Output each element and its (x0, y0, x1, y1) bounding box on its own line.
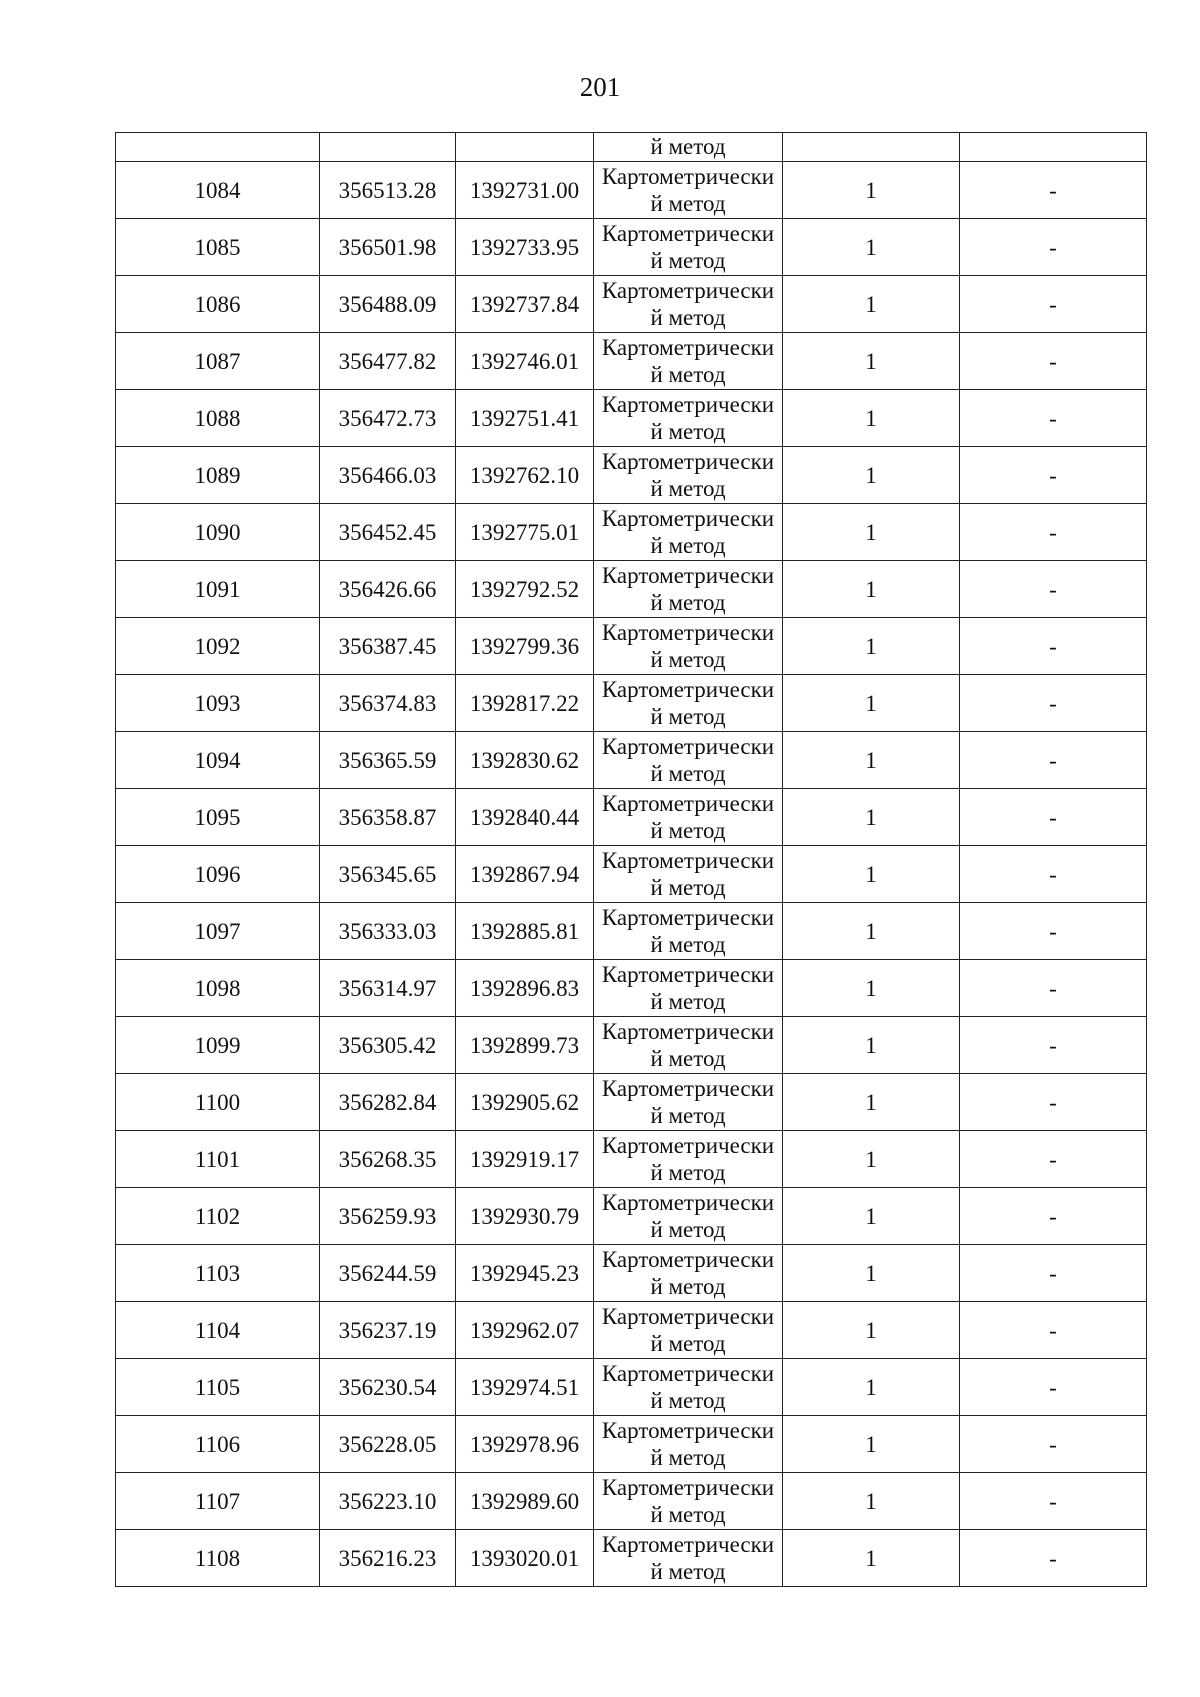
cell-x: 356282.84 (320, 1074, 456, 1131)
cell-note: - (960, 219, 1147, 276)
table-row (116, 390, 1147, 447)
cell-point: 1099 (116, 1017, 320, 1074)
cell-accuracy: 1 (783, 732, 960, 789)
cell-y: 1392919.17 (456, 1131, 594, 1188)
cell-note: - (960, 390, 1147, 447)
cell-note: - (960, 276, 1147, 333)
table-row (116, 732, 1147, 789)
cell-x: 356237.19 (320, 1302, 456, 1359)
cell-point: 1103 (116, 1245, 320, 1302)
cell-method-continued: й метод (594, 133, 783, 162)
cell-accuracy: 1 (783, 162, 960, 219)
cell-note: - (960, 1131, 1147, 1188)
table-row (116, 162, 1147, 219)
cell-method (594, 276, 783, 333)
cell-note: - (960, 333, 1147, 390)
cell-accuracy: 1 (783, 789, 960, 846)
cell-note: - (960, 903, 1147, 960)
cell-x: 356333.03 (320, 903, 456, 960)
cell-accuracy: 1 (783, 1017, 960, 1074)
cell-y: 1392885.81 (456, 903, 594, 960)
cell-accuracy: 1 (783, 504, 960, 561)
method-line-1: Картометрически (601, 164, 775, 189)
cell-note: - (960, 1359, 1147, 1416)
cell-method (594, 1131, 783, 1188)
cell-method (594, 1473, 783, 1530)
method-line-2: й метод (650, 476, 726, 501)
table-row (116, 1188, 1147, 1245)
cell-accuracy: 1 (783, 390, 960, 447)
cell-note: - (960, 1530, 1147, 1587)
cell-method (594, 1359, 783, 1416)
cell-note: - (960, 675, 1147, 732)
method-line-2: й метод (650, 647, 726, 672)
cell-point: 1102 (116, 1188, 320, 1245)
cell-point: 1105 (116, 1359, 320, 1416)
method-line-1: Картометрически (601, 1532, 775, 1557)
method-line-2: й метод (650, 1559, 726, 1584)
cell-accuracy: 1 (783, 1530, 960, 1587)
cell-method (594, 1188, 783, 1245)
cell-y: 1392945.23 (456, 1245, 594, 1302)
cell-point: 1095 (116, 789, 320, 846)
cell-point: 1106 (116, 1416, 320, 1473)
table-row (116, 504, 1147, 561)
cell-x: 356230.54 (320, 1359, 456, 1416)
cell-accuracy: 1 (783, 447, 960, 504)
method-line-2: й метод (650, 818, 726, 843)
cell-note: - (960, 618, 1147, 675)
cell-y: 1392905.62 (456, 1074, 594, 1131)
cell-accuracy-empty (783, 133, 960, 162)
cell-accuracy: 1 (783, 1074, 960, 1131)
cell-x: 356426.66 (320, 561, 456, 618)
cell-note: - (960, 960, 1147, 1017)
cell-y: 1392775.01 (456, 504, 594, 561)
table-row (116, 447, 1147, 504)
cell-x: 356314.97 (320, 960, 456, 1017)
table-row (116, 618, 1147, 675)
cell-y: 1392733.95 (456, 219, 594, 276)
method-line-2: й метод (650, 932, 726, 957)
cell-method (594, 903, 783, 960)
cell-x: 356259.93 (320, 1188, 456, 1245)
table-row (116, 903, 1147, 960)
table-row (116, 1131, 1147, 1188)
cell-y: 1392817.22 (456, 675, 594, 732)
cell-point: 1108 (116, 1530, 320, 1587)
cell-y: 1392974.51 (456, 1359, 594, 1416)
cell-method (594, 219, 783, 276)
cell-point: 1097 (116, 903, 320, 960)
method-line-1: Картометрически (601, 221, 775, 246)
cell-note: - (960, 1302, 1147, 1359)
cell-point: 1100 (116, 1074, 320, 1131)
method-line-2: й метод (650, 989, 726, 1014)
cell-accuracy: 1 (783, 618, 960, 675)
table-row (116, 1473, 1147, 1530)
cell-point: 1096 (116, 846, 320, 903)
method-line-1: Картометрически (601, 734, 775, 759)
cell-x: 356223.10 (320, 1473, 456, 1530)
cell-accuracy: 1 (783, 1359, 960, 1416)
cell-note: - (960, 1416, 1147, 1473)
cell-point: 1084 (116, 162, 320, 219)
cell-x: 356513.28 (320, 162, 456, 219)
table-body (116, 133, 1147, 1587)
cell-x: 356244.59 (320, 1245, 456, 1302)
method-line-1: Картометрически (601, 1133, 775, 1158)
cell-note: - (960, 1074, 1147, 1131)
cell-note: - (960, 732, 1147, 789)
method-line-1: Картометрически (601, 1475, 775, 1500)
method-line-1: Картометрически (601, 1190, 775, 1215)
method-line-2: й метод (650, 1103, 726, 1128)
cell-y: 1392840.44 (456, 789, 594, 846)
cell-method (594, 1074, 783, 1131)
cell-method (594, 447, 783, 504)
cell-point: 1107 (116, 1473, 320, 1530)
coordinates-table (115, 132, 1147, 1587)
table-row (116, 1416, 1147, 1473)
table-row-continued (116, 133, 1147, 162)
cell-method (594, 1017, 783, 1074)
cell-y: 1392896.83 (456, 960, 594, 1017)
cell-point: 1094 (116, 732, 320, 789)
cell-accuracy: 1 (783, 561, 960, 618)
table-row (116, 1302, 1147, 1359)
method-line-1: Картометрически (601, 962, 775, 987)
cell-y: 1393020.01 (456, 1530, 594, 1587)
table-row (116, 1074, 1147, 1131)
cell-y: 1392867.94 (456, 846, 594, 903)
cell-x: 356488.09 (320, 276, 456, 333)
cell-note: - (960, 1017, 1147, 1074)
cell-accuracy: 1 (783, 1245, 960, 1302)
cell-note: - (960, 504, 1147, 561)
cell-y: 1392746.01 (456, 333, 594, 390)
method-line-2: й метод (650, 875, 726, 900)
cell-y: 1392751.41 (456, 390, 594, 447)
method-line-2: й метод (650, 533, 726, 558)
cell-note: - (960, 789, 1147, 846)
table-row (116, 1245, 1147, 1302)
cell-x: 356268.35 (320, 1131, 456, 1188)
cell-accuracy: 1 (783, 333, 960, 390)
method-line-1: Картометрически (601, 449, 775, 474)
cell-note: - (960, 846, 1147, 903)
cell-method (594, 960, 783, 1017)
cell-accuracy: 1 (783, 903, 960, 960)
cell-accuracy: 1 (783, 276, 960, 333)
method-line-1: Картометрически (601, 848, 775, 873)
cell-accuracy: 1 (783, 1416, 960, 1473)
method-line-1: Картометрически (601, 1019, 775, 1044)
method-line-2: й метод (650, 1274, 726, 1299)
method-line-2: й метод (650, 362, 726, 387)
cell-y: 1392978.96 (456, 1416, 594, 1473)
cell-y: 1392989.60 (456, 1473, 594, 1530)
cell-accuracy: 1 (783, 1302, 960, 1359)
method-line-2: й метод (650, 305, 726, 330)
method-line-2: й метод (650, 1331, 726, 1356)
table-row (116, 960, 1147, 1017)
cell-note: - (960, 1245, 1147, 1302)
cell-x: 356452.45 (320, 504, 456, 561)
cell-point: 1085 (116, 219, 320, 276)
cell-method (594, 1530, 783, 1587)
cell-point: 1088 (116, 390, 320, 447)
method-line-2: й метод (650, 1046, 726, 1071)
method-line-1: Картометрически (601, 1304, 775, 1329)
cell-note: - (960, 561, 1147, 618)
method-line-1: Картометрически (601, 278, 775, 303)
cell-method (594, 846, 783, 903)
cell-method (594, 390, 783, 447)
method-line-1: Картометрически (601, 1418, 775, 1443)
method-line-2: й метод (650, 1160, 726, 1185)
method-line-2: й метод (650, 248, 726, 273)
cell-y: 1392762.10 (456, 447, 594, 504)
method-line-2: й метод (650, 704, 726, 729)
method-line-1: Картометрически (601, 506, 775, 531)
table-row (116, 789, 1147, 846)
method-line-1: Картометрически (601, 791, 775, 816)
cell-y: 1392962.07 (456, 1302, 594, 1359)
cell-y: 1392899.73 (456, 1017, 594, 1074)
cell-y: 1392830.62 (456, 732, 594, 789)
cell-point: 1101 (116, 1131, 320, 1188)
cell-x: 356477.82 (320, 333, 456, 390)
method-line-1: Картометрически (601, 563, 775, 588)
method-line-2: й метод (650, 590, 726, 615)
method-line-2: й метод (650, 1445, 726, 1470)
cell-method (594, 732, 783, 789)
cell-x: 356365.59 (320, 732, 456, 789)
method-line-1: Картометрически (601, 335, 775, 360)
cell-y: 1392930.79 (456, 1188, 594, 1245)
cell-method (594, 618, 783, 675)
cell-point: 1086 (116, 276, 320, 333)
method-line-1: Картометрически (601, 1076, 775, 1101)
cell-point: 1092 (116, 618, 320, 675)
cell-method (594, 1416, 783, 1473)
cell-x: 356472.73 (320, 390, 456, 447)
cell-note-empty (960, 133, 1147, 162)
cell-y: 1392737.84 (456, 276, 594, 333)
cell-method (594, 504, 783, 561)
cell-method (594, 561, 783, 618)
cell-y: 1392792.52 (456, 561, 594, 618)
cell-note: - (960, 447, 1147, 504)
cell-y-empty (456, 133, 594, 162)
table-row (116, 1017, 1147, 1074)
cell-point: 1091 (116, 561, 320, 618)
cell-point: 1104 (116, 1302, 320, 1359)
cell-point: 1090 (116, 504, 320, 561)
cell-point: 1093 (116, 675, 320, 732)
method-line-1: Картометрически (601, 677, 775, 702)
cell-x: 356466.03 (320, 447, 456, 504)
method-line-2: й метод (650, 1502, 726, 1527)
cell-x: 356358.87 (320, 789, 456, 846)
method-line-1: Картометрически (601, 1361, 775, 1386)
cell-accuracy: 1 (783, 960, 960, 1017)
cell-method (594, 333, 783, 390)
method-line-2: й метод (650, 191, 726, 216)
method-line-1: Картометрически (601, 905, 775, 930)
table-row (116, 276, 1147, 333)
cell-accuracy: 1 (783, 1473, 960, 1530)
method-line-2: й метод (650, 1388, 726, 1413)
method-line-2: й метод (650, 419, 726, 444)
cell-method (594, 675, 783, 732)
cell-x: 356305.42 (320, 1017, 456, 1074)
cell-method (594, 1245, 783, 1302)
table-row (116, 846, 1147, 903)
method-line-2: й метод (650, 1217, 726, 1242)
cell-note: - (960, 1188, 1147, 1245)
cell-y: 1392731.00 (456, 162, 594, 219)
cell-method (594, 1302, 783, 1359)
cell-x-empty (320, 133, 456, 162)
table-row (116, 561, 1147, 618)
cell-method (594, 789, 783, 846)
cell-accuracy: 1 (783, 846, 960, 903)
cell-accuracy: 1 (783, 675, 960, 732)
table-row (116, 333, 1147, 390)
cell-note: - (960, 1473, 1147, 1530)
cell-x: 356216.23 (320, 1530, 456, 1587)
table-row (116, 675, 1147, 732)
cell-x: 356501.98 (320, 219, 456, 276)
cell-point: 1087 (116, 333, 320, 390)
table-row (116, 219, 1147, 276)
cell-x: 356374.83 (320, 675, 456, 732)
cell-x: 356387.45 (320, 618, 456, 675)
cell-method (594, 162, 783, 219)
cell-y: 1392799.36 (456, 618, 594, 675)
method-line-2: й метод (650, 761, 726, 786)
cell-note: - (960, 162, 1147, 219)
cell-accuracy: 1 (783, 219, 960, 276)
method-line-1: Картометрически (601, 1247, 775, 1272)
cell-point: 1098 (116, 960, 320, 1017)
cell-accuracy: 1 (783, 1188, 960, 1245)
method-line-1: Картометрически (601, 620, 775, 645)
cell-accuracy: 1 (783, 1131, 960, 1188)
cell-point-empty (116, 133, 320, 162)
page-number: 201 (579, 72, 621, 102)
table-row (116, 1359, 1147, 1416)
cell-point: 1089 (116, 447, 320, 504)
cell-x: 356228.05 (320, 1416, 456, 1473)
method-line-1: Картометрически (601, 392, 775, 417)
table-row (116, 1530, 1147, 1587)
cell-x: 356345.65 (320, 846, 456, 903)
